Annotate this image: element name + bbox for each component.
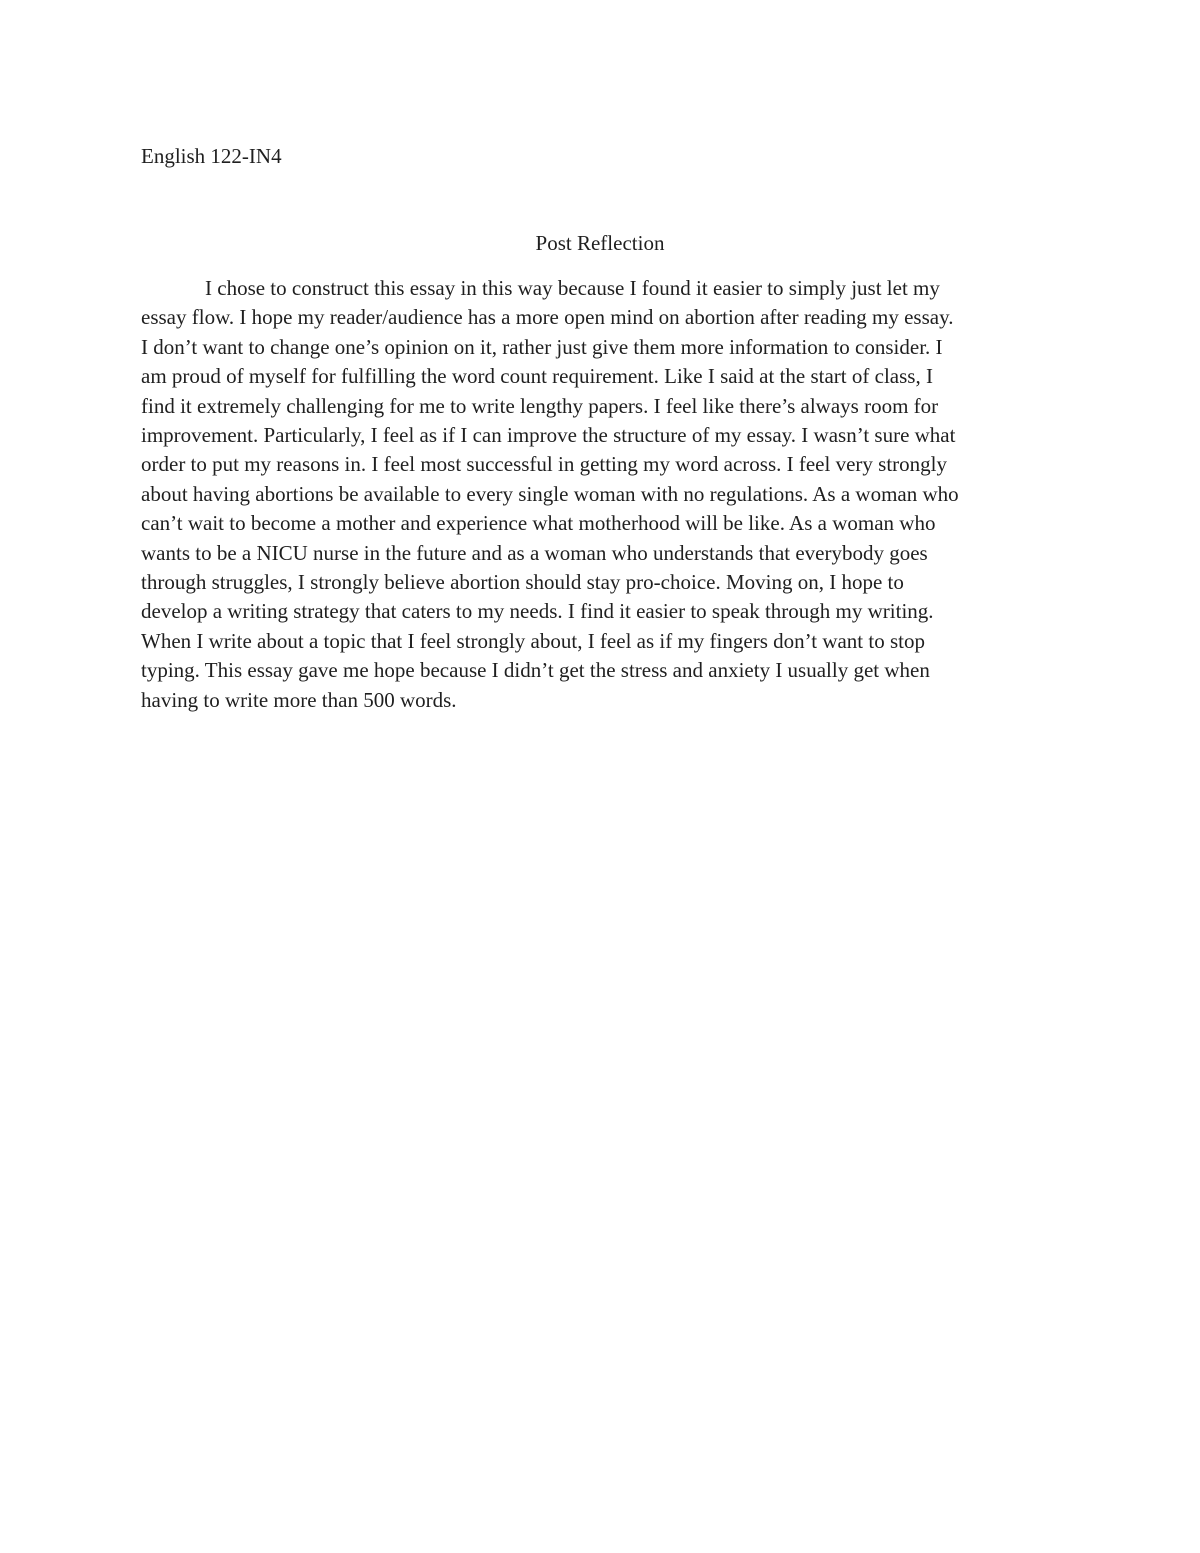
paragraph-line: am proud of myself for fulfilling the word count requirement. Like I said at the start of class, I bbox=[141, 364, 933, 389]
paragraph-line: essay flow. I hope my reader/audience has a more open mind on abortion after reading my essay. bbox=[141, 305, 954, 330]
paragraph-line: improvement. Particularly, I feel as if I can improve the structure of my essay. I wasn’t sure what bbox=[141, 423, 956, 448]
paragraph-line: I chose to construct this essay in this way because I found it easier to simply just let my bbox=[205, 276, 940, 300]
paragraph-line: When I write about a topic that I feel strongly about, I feel as if my fingers don’t want to stop bbox=[141, 628, 925, 653]
paragraph-line: wants to be a NICU nurse in the future and as a woman who understands that everybody goes bbox=[141, 540, 928, 565]
paragraph-line: I don’t want to change one’s opinion on it, rather just give them more information to consider. I bbox=[141, 334, 943, 359]
paragraph-line: can’t wait to become a mother and experience what motherhood will be like. As a woman who bbox=[141, 511, 936, 536]
paragraph-line: find it extremely challenging for me to write lengthy papers. I feel like there’s always room for bbox=[141, 393, 939, 418]
document-title: Post Reflection bbox=[535, 231, 665, 255]
paragraph-line: having to write more than 500 words. bbox=[141, 687, 457, 712]
paragraph-line: order to put my reasons in. I feel most successful in getting my word across. I feel very strongly bbox=[141, 452, 947, 477]
essay-paragraph bbox=[141, 274, 1071, 715]
paragraph-line: through struggles, I strongly believe abortion should stay pro-choice. Moving on, I hope to bbox=[141, 570, 904, 595]
paragraph-line: develop a writing strategy that caters to my needs. I find it easier to speak through my writing. bbox=[141, 599, 934, 624]
paragraph-line: about having abortions be available to every single woman with no regulations. As a woman who bbox=[141, 481, 959, 506]
course-heading: English 122-IN4 bbox=[141, 144, 282, 168]
paragraph-line: typing. This essay gave me hope because I didn’t get the stress and anxiety I usually get when bbox=[141, 658, 930, 683]
